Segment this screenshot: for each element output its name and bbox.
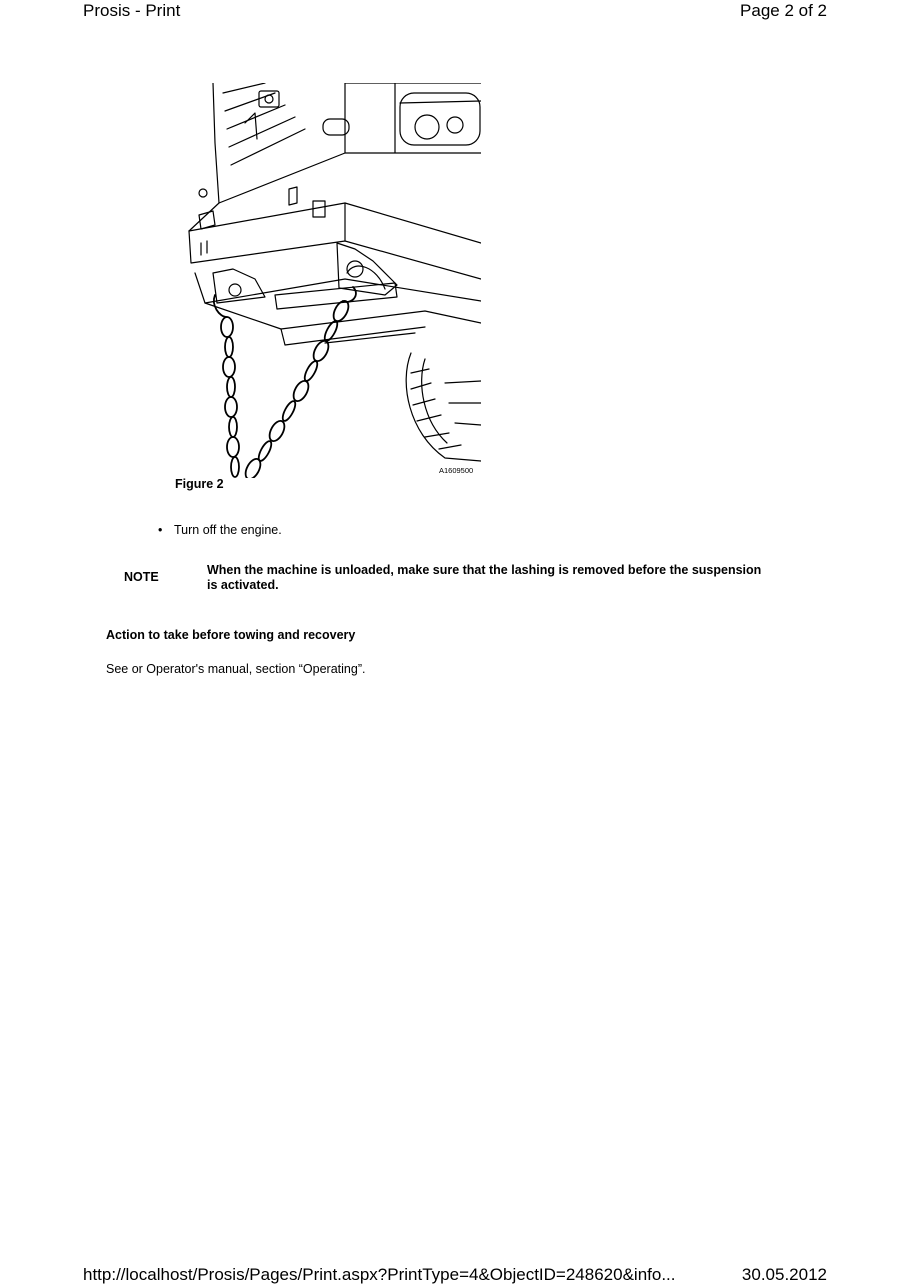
footer-date: 30.05.2012 (741, 1265, 827, 1284)
bullet-item (158, 523, 282, 537)
note-label: NOTE (124, 570, 159, 584)
section-body: See or Operator's manual, section “Operating”. (106, 662, 366, 676)
section-title: Action to take before towing and recovery (106, 628, 356, 642)
header-title: Prosis - Print (83, 1, 181, 20)
figure-caption: Figure 2 (175, 477, 224, 491)
figure-code: A1609500 (439, 466, 474, 475)
page-number: Page 2 of 2 (740, 1, 827, 20)
bullet-dot: • (158, 523, 163, 537)
bullet-text: Turn off the engine. (174, 523, 282, 537)
lashing-illustration (185, 83, 481, 478)
footer-url: http://localhost/Prosis/Pages/Print.aspx?PrintType=4&ObjectID=248620&info... (83, 1265, 676, 1284)
note-text: When the machine is unloaded, make sure that the lashing is removed before the suspension is activated. (207, 563, 762, 592)
